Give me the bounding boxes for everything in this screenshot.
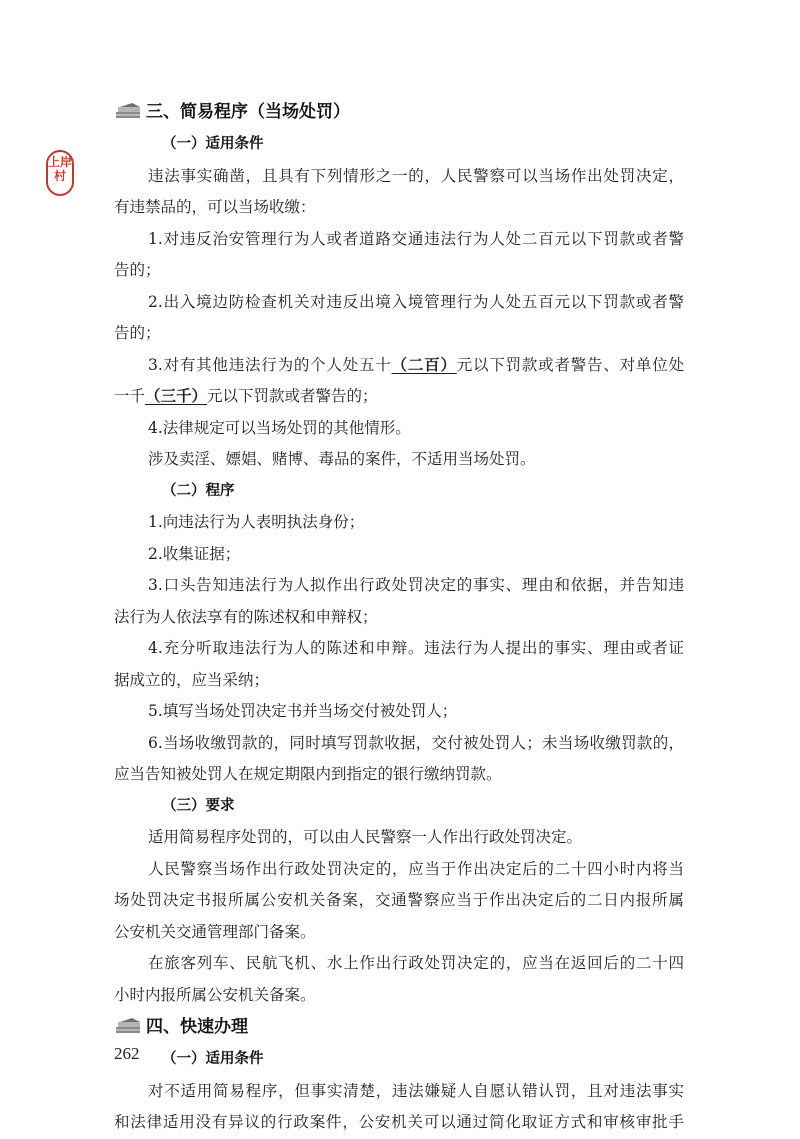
- list-item-line: 1.对违反治安管理行为人或者道路交通违法行为人处二百元以下罚款或者警: [148, 229, 684, 248]
- list-item-line: 6.当场收缴罚款的，同时填写罚款收据，交付被处罚人；未当场收缴罚款的，: [148, 733, 684, 752]
- book-stack-icon: [114, 102, 144, 120]
- paragraph-line: 人民警察当场作出行政处罚决定的，应当于作出决定后的二十四小时内将当: [148, 859, 684, 878]
- page-number: 262: [114, 1044, 140, 1063]
- list-item-line: 3.口头告知违法行为人拟作出行政处罚决定的事实、理由和依据，并告知违: [148, 576, 684, 594]
- paragraph-line: 违法事实确凿，且具有下列情形之一的，人民警察可以当场作出处罚决定，: [148, 166, 684, 185]
- list-item-line: 2.收集证据；: [148, 544, 241, 563]
- list-item-line: 5.填写当场处罚决定书并当场交付被处罚人；: [148, 702, 458, 720]
- list-item-line: 3.对有其他违法行为的个人处五十（二百）元以下罚款或者警告、对单位处: [148, 355, 684, 374]
- list-item-line: 告的；: [114, 324, 161, 342]
- paragraph-line: 场处罚决定书报所属公安机关备案，交通警察应当于作出决定后的二日内报所属: [114, 891, 684, 909]
- subsection-heading: （三）要求: [162, 797, 235, 814]
- section-heading: 四、快速办理: [114, 1011, 684, 1044]
- paragraph-line: 公安机关交通管理部门备案。: [114, 922, 316, 941]
- subsection-heading: （一）适用条件: [162, 1051, 264, 1067]
- list-item-line: 一千（三千）元以下罚款或者警告的；: [114, 387, 378, 405]
- paragraph-line: 适用简易程序处罚的，可以由人民警察一人作出行政处罚决定。: [148, 828, 583, 846]
- subsection-heading: （二）程序: [162, 482, 235, 499]
- paragraph-line: 涉及卖淫、嫖娼、赌博、毒品的案件，不适用当场处罚。: [148, 450, 536, 468]
- list-item-line: 1.向违法行为人表明执法身份；: [148, 513, 365, 531]
- list-item-line: 4.法律规定可以当场处罚的其他情形。: [148, 418, 411, 437]
- paragraph-line: 和法律适用没有异议的行政案件，公安机关可以通过简化取证方式和审核审批手: [114, 1113, 684, 1131]
- list-item-line: 告的；: [114, 261, 161, 279]
- list-item-line: 应当告知被处罚人在规定期限内到指定的银行缴纳罚款。: [114, 765, 502, 783]
- list-item-line: 据成立的，应当采纳；: [114, 670, 270, 689]
- paragraph-line: 对不适用简易程序，但事实清楚，违法嫌疑人自愿认错认罚，且对违法事实: [148, 1081, 684, 1100]
- section-heading: 三、简易程序（当场处罚）: [114, 96, 684, 129]
- list-item-line: 2.出入境边防检查机关对违反出境入境管理行为人处五百元以下罚款或者警: [148, 292, 684, 311]
- amendment-text: （二百）: [391, 355, 457, 374]
- paragraph-line: 小时内报所属公安机关备案。: [114, 985, 316, 1004]
- subsection-heading: （一）适用条件: [162, 136, 264, 152]
- paragraph-line: 在旅客列车、民航飞机、水上作出行政处罚决定的，应当在返回后的二十四: [148, 954, 684, 972]
- book-stack-icon: [114, 1017, 144, 1035]
- paragraph-line: 有违禁品的，可以当场收缴：: [114, 198, 316, 216]
- list-item-line: 法行为人依法享有的陈述权和申辩权；: [114, 607, 378, 626]
- seal-stamp: 上岸村: [46, 150, 74, 196]
- list-item-line: 4.充分听取违法行为人的陈述和申辩。违法行为人提出的事实、理由或者证: [148, 639, 684, 657]
- page-content: [114, 96, 684, 1139]
- amendment-text: （三千）: [145, 387, 208, 405]
